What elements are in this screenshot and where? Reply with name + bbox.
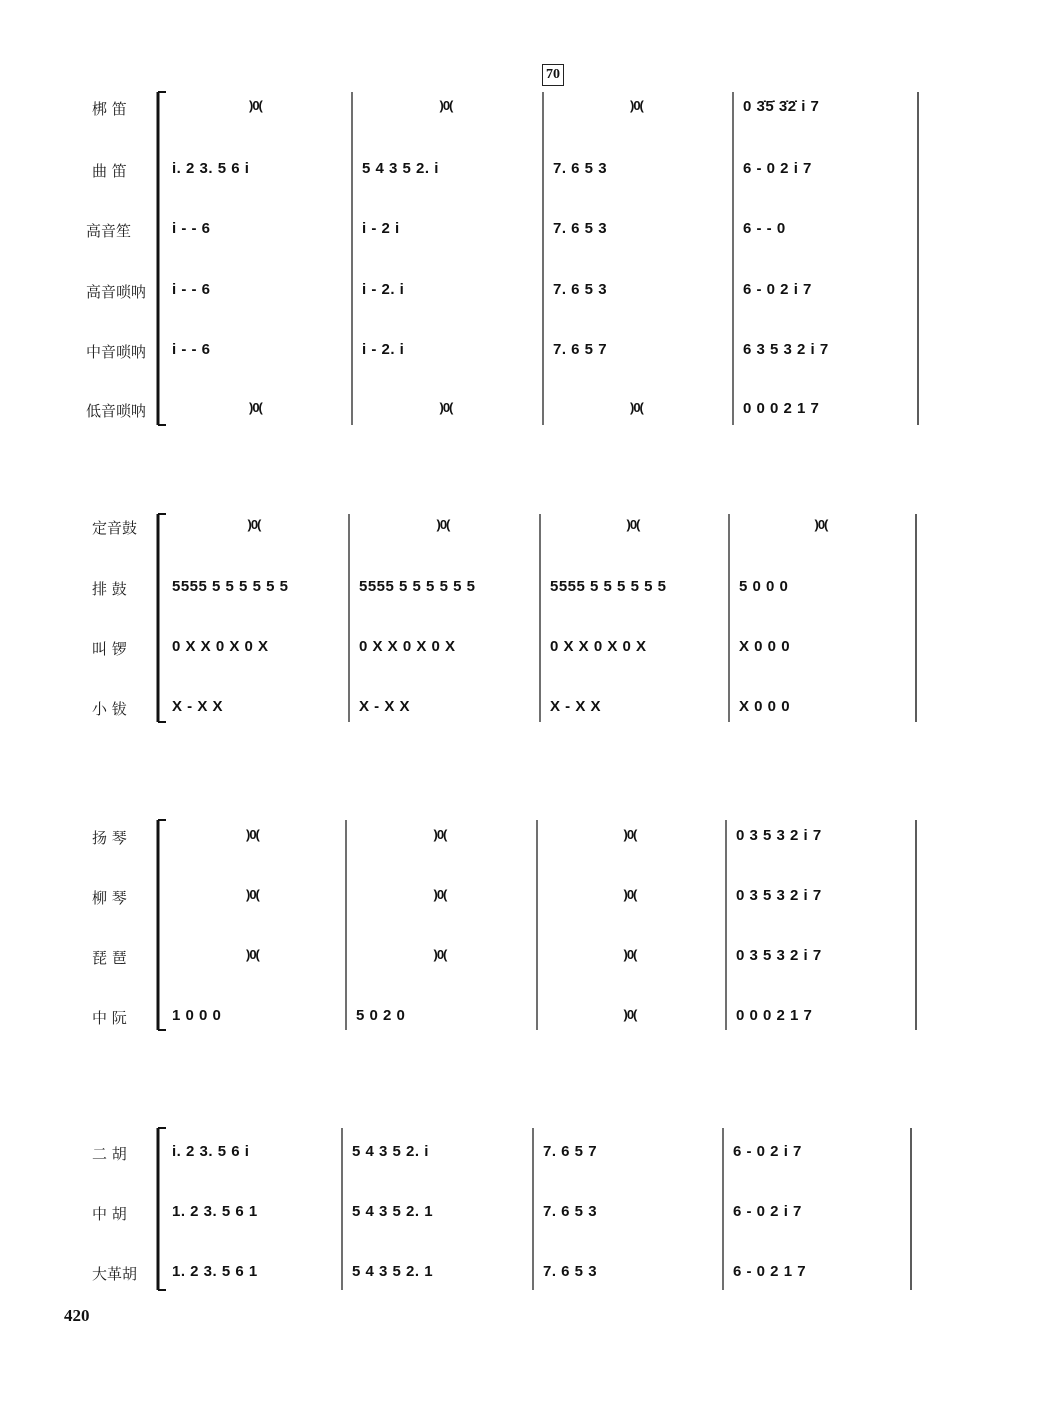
measure-notes: i - 2. i bbox=[362, 281, 405, 298]
measure-notes: X 0 0 0 bbox=[739, 638, 791, 655]
measure-notes: 5555 5 5 5 5 5 5 bbox=[359, 578, 476, 595]
measure-notes: 5555 5 5 5 5 5 5 bbox=[172, 578, 289, 595]
measure-notes: i - 2. i bbox=[362, 341, 405, 358]
instrument-label: 小 钹 bbox=[92, 700, 127, 718]
measure-notes: 7. 6 5 3 bbox=[543, 1203, 598, 1220]
measure-notes: 7. 6 5 3 bbox=[543, 1263, 598, 1280]
measure-notes: 7. 6 5 3 bbox=[553, 220, 608, 237]
measure-notes: 7. 6 5 3 bbox=[553, 281, 608, 298]
instrument-label: 中音唢呐 bbox=[86, 343, 147, 361]
measure-notes: 7. 6 5 7 bbox=[553, 341, 608, 358]
measure-notes: 7. 6 5 3 bbox=[553, 160, 608, 177]
multi-rest: )0( bbox=[246, 827, 259, 842]
measure-notes: X - X X bbox=[359, 698, 411, 715]
instrument-label: 梆 笛 bbox=[92, 100, 127, 118]
multi-rest: )0( bbox=[247, 517, 261, 532]
measure-notes: i - - 6 bbox=[172, 281, 211, 298]
multi-rest: )0( bbox=[623, 887, 637, 902]
multi-rest: )0( bbox=[436, 517, 450, 532]
instrument-label: 中 阮 bbox=[92, 1009, 127, 1027]
measure-notes: 6 - 0 2 i 7 bbox=[743, 160, 812, 177]
measure-notes: 0 X X 0 X 0 X bbox=[550, 638, 647, 655]
measure-notes: 5 0 0 0 bbox=[739, 578, 789, 595]
measure-notes: 1 0 0 0 bbox=[172, 1007, 222, 1024]
measure-notes: 0 3 5 3 2 i 7 bbox=[736, 827, 822, 844]
measure-notes: 0 3 5 3 2 i 7 bbox=[736, 947, 822, 964]
instrument-label: 高音笙 bbox=[86, 222, 132, 240]
multi-rest: )0( bbox=[249, 400, 262, 415]
measure-notes: 0 3 5 3 2 i 7 bbox=[736, 887, 822, 904]
measure-notes: 0 3̇5̇ 3̇2̇ i 7 bbox=[743, 98, 820, 115]
multi-rest: )0( bbox=[246, 887, 259, 902]
multi-rest: )0( bbox=[246, 947, 259, 962]
multi-rest: )0( bbox=[630, 400, 643, 415]
measure-notes: 0 0 0 2 1 7 bbox=[743, 400, 820, 417]
measure-notes: 0 X X 0 X 0 X bbox=[172, 638, 269, 655]
multi-rest: )0( bbox=[433, 947, 447, 962]
page-number: 420 bbox=[64, 1306, 90, 1325]
measure-notes: 6 - 0 2 i 7 bbox=[733, 1203, 802, 1220]
multi-rest: )0( bbox=[814, 517, 828, 532]
measure-notes: 5 4 3 5 2. i bbox=[352, 1143, 429, 1160]
multi-rest: )0( bbox=[439, 98, 453, 113]
measure-notes: 5555 5 5 5 5 5 5 bbox=[550, 578, 667, 595]
multi-rest: )0( bbox=[626, 517, 640, 532]
instrument-label: 低音唢呐 bbox=[86, 402, 147, 420]
instrument-label: 高音唢呐 bbox=[86, 283, 147, 301]
measure-notes: 5 4 3 5 2. i bbox=[362, 160, 439, 177]
multi-rest: )0( bbox=[623, 1007, 637, 1022]
multi-rest: )0( bbox=[623, 947, 637, 962]
instrument-label: 定音鼓 bbox=[92, 519, 138, 537]
measure-notes: 6 3 5 3 2 i 7 bbox=[743, 341, 829, 358]
measure-notes: 0 X X 0 X 0 X bbox=[359, 638, 456, 655]
instrument-label: 柳 琴 bbox=[92, 889, 127, 907]
instrument-label: 二 胡 bbox=[92, 1145, 127, 1163]
multi-rest: )0( bbox=[249, 98, 262, 113]
instrument-label: 琵 琶 bbox=[92, 949, 127, 967]
measure-notes: X 0 0 0 bbox=[739, 698, 791, 715]
measure-notes: 6 - 0 2 i 7 bbox=[743, 281, 812, 298]
multi-rest: )0( bbox=[439, 400, 453, 415]
multi-rest: )0( bbox=[630, 98, 643, 113]
multi-rest: )0( bbox=[623, 827, 637, 842]
measure-notes: 1. 2 3. 5 6 1 bbox=[172, 1203, 258, 1220]
instrument-label: 叫 锣 bbox=[92, 640, 127, 658]
measure-notes: 6 - 0 2 1 7 bbox=[733, 1263, 807, 1280]
instrument-label: 中 胡 bbox=[92, 1205, 127, 1223]
measure-notes: 1. 2 3. 5 6 1 bbox=[172, 1263, 258, 1280]
instrument-label: 扬 琴 bbox=[92, 829, 127, 847]
measure-notes: X - X X bbox=[172, 698, 224, 715]
measure-notes: i. 2 3. 5 6 i bbox=[172, 1143, 250, 1160]
measure-notes: 0 0 0 2 1 7 bbox=[736, 1007, 813, 1024]
measure-notes: 5 0 2 0 bbox=[356, 1007, 406, 1024]
instrument-label: 曲 笛 bbox=[92, 162, 127, 180]
rehearsal-mark: 70 bbox=[542, 64, 564, 86]
instrument-label: 排 鼓 bbox=[92, 580, 127, 598]
measure-notes: i - - 6 bbox=[172, 341, 211, 358]
measure-notes: i - 2 i bbox=[362, 220, 400, 237]
measure-notes: X - X X bbox=[550, 698, 602, 715]
measure-notes: 7. 6 5 7 bbox=[543, 1143, 598, 1160]
measure-notes: 6 - - 0 bbox=[743, 220, 786, 237]
multi-rest: )0( bbox=[433, 887, 447, 902]
measure-notes: 5 4 3 5 2. 1 bbox=[352, 1203, 434, 1220]
multi-rest: )0( bbox=[433, 827, 447, 842]
measure-notes: i - - 6 bbox=[172, 220, 211, 237]
measure-notes: 5 4 3 5 2. 1 bbox=[352, 1263, 434, 1280]
instrument-label: 大革胡 bbox=[92, 1265, 138, 1283]
measure-notes: 6 - 0 2 i 7 bbox=[733, 1143, 802, 1160]
measure-notes: i. 2 3. 5 6 i bbox=[172, 160, 250, 177]
